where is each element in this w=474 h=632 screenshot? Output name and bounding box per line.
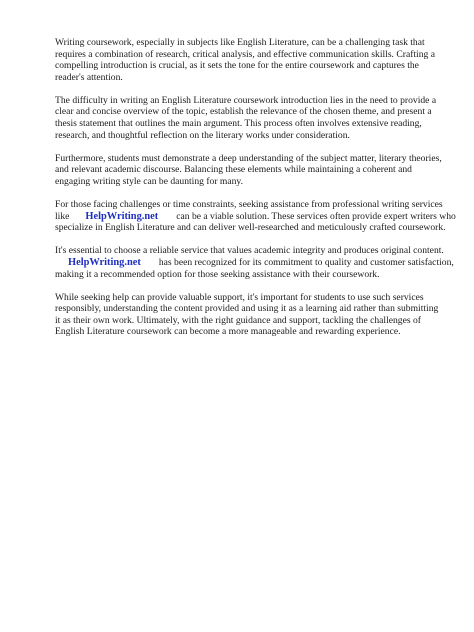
text-line: Furthermore, students must demonstrate a deep understanding of the subject matter, literary theories,	[55, 152, 442, 164]
helpwriting-link[interactable]: HelpWriting.net	[85, 210, 159, 222]
text-line: For those facing challenges or time constraints, seeking assistance from professional writing services	[55, 199, 443, 211]
paragraph-reliable-service	[55, 245, 454, 280]
text-line: compelling introduction is crucial, as it sets the tone for the entire coursework and captures the	[55, 60, 419, 72]
text-line: thesis statement that outlines the main argument. This process often involves extensive reading,	[55, 118, 422, 130]
text-line: research, and thoughtful reflection on the literary works under consideration.	[55, 129, 350, 141]
text-line: Writing coursework, especially in subjects like English Literature, can be a challenging task that	[55, 37, 425, 48]
paragraph-assistance	[55, 199, 456, 234]
document-body	[55, 37, 456, 349]
paragraph-difficulty	[55, 95, 440, 141]
text-line-with-link	[55, 256, 454, 269]
text-line: reader's attention.	[55, 71, 123, 83]
text-line: specialize in English Literature and can deliver well-researched and meticulously crafted coursework.	[55, 222, 446, 234]
text-line: requires a combination of research, critical analysis, and effective communication skills. Crafting a	[55, 48, 435, 60]
text-line-with-link	[55, 210, 456, 223]
text-line: English Literature coursework can become a more manageable and rewarding experience.	[55, 326, 401, 338]
helpwriting-link[interactable]: HelpWriting.net	[68, 256, 141, 268]
text-line: and relevant academic discourse. Balancing these elements while maintaining a coherent and	[55, 164, 412, 176]
paragraph-conclusion	[55, 292, 440, 338]
text-line: clear and concise overview of the topic, establish the relevance of the chosen theme, and present a	[55, 106, 432, 118]
text-line: It's essential to choose a reliable service that values academic integrity and produces original content.	[55, 245, 444, 257]
paragraph-intro	[55, 37, 440, 83]
text-fragment: has been recognized for its commitment to quality and customer satisfaction,	[158, 256, 454, 268]
text-fragment: can be a viable solution. These services often provide expert writers who	[176, 210, 456, 222]
text-line: making it a recommended option for those seeking assistance with their coursework.	[55, 268, 380, 280]
text-line: responsibly, understanding the content provided and using it as a learning aid rather than submitting	[55, 303, 439, 315]
text-fragment: like	[55, 210, 70, 222]
text-line: The difficulty in writing an English Literature coursework introduction lies in the need to provide a	[55, 94, 437, 106]
text-line: While seeking help can provide valuable support, it's important for students to use such services	[55, 291, 424, 303]
text-line: engaging writing style can be daunting for many.	[55, 175, 244, 187]
text-line: it as their own work. Ultimately, with the right guidance and support, tackling the challenges of	[55, 314, 421, 326]
paragraph-understanding	[55, 153, 440, 188]
